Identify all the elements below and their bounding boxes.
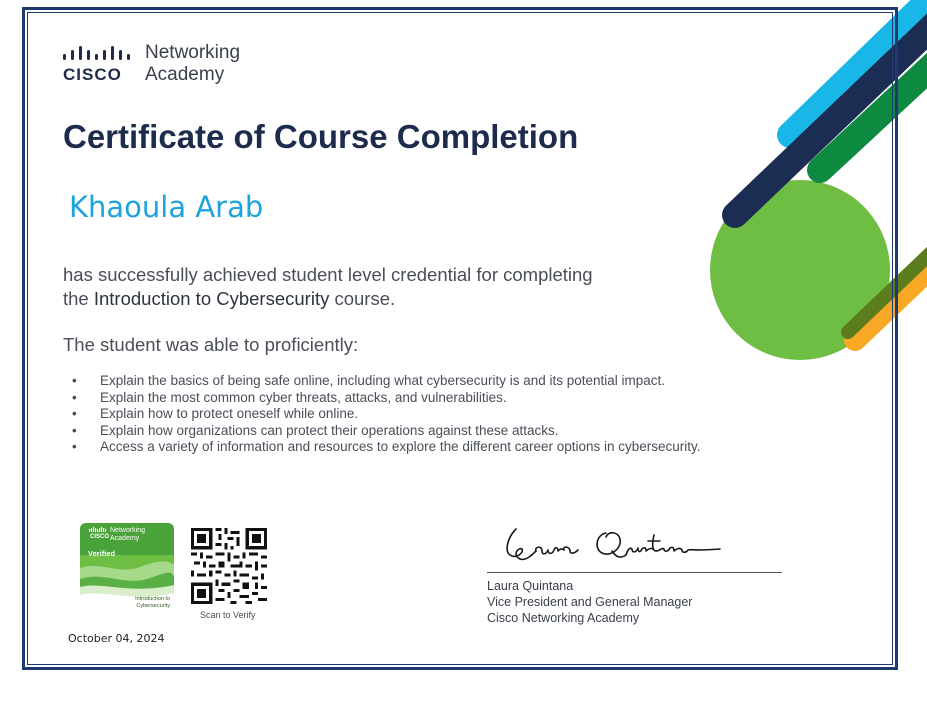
achievement-description <box>63 263 663 311</box>
issue-date: October 04, 2024 <box>68 632 165 645</box>
verified-badge[interactable] <box>80 523 174 617</box>
badge-verified-text: Verified <box>88 549 116 558</box>
description-the: the <box>63 288 89 309</box>
skill-item: • Access a variety of information and resources to explore the different career options in cybersecurity. <box>72 439 701 456</box>
skills-heading: The student was able to proficiently: <box>63 334 359 355</box>
recipient-name: Khaoula Arab <box>69 190 264 224</box>
logo-academy-text: Academy <box>145 64 225 85</box>
qr-caption: Scan to Verify <box>200 610 256 620</box>
signer-block <box>487 578 692 626</box>
skills-list <box>72 373 701 456</box>
course-name: Introduction to Cybersecurity <box>93 288 330 309</box>
description-suffix: course. <box>334 288 396 309</box>
description-prefix: has successfully achieved student level credential for completing <box>63 264 593 285</box>
logo-networking-text: Networking <box>145 42 241 63</box>
certificate-title: Certificate of Course Completion <box>63 118 579 155</box>
cisco-bars-icon <box>62 46 137 64</box>
signer-name: Laura Quintana <box>487 579 574 593</box>
badge-networking-text: Networking <box>110 527 146 534</box>
signer-organization: Cisco Networking Academy <box>487 611 640 625</box>
skill-item: • Explain the most common cyber threats, attacks, and vulnerabilities. <box>72 390 701 407</box>
badge-course-text: Introduction to Cybersecurity <box>135 596 170 609</box>
signature-line <box>487 572 782 573</box>
skill-item: • Explain the basics of being safe online, including what cybersecurity is and its potential impact. <box>72 373 701 390</box>
badge-cisco-text: CISCO <box>90 534 110 540</box>
badge-academy-text: Academy <box>110 535 140 542</box>
skill-item: • Explain how organizations can protect their operations against these attacks. <box>72 423 701 440</box>
cisco-wordmark: CISCO <box>63 65 122 84</box>
signature-image <box>498 519 728 569</box>
qr-code[interactable] <box>191 527 267 605</box>
skill-item: • Explain how to protect oneself while online. <box>72 406 701 423</box>
signer-title: Vice President and General Manager <box>487 595 693 609</box>
